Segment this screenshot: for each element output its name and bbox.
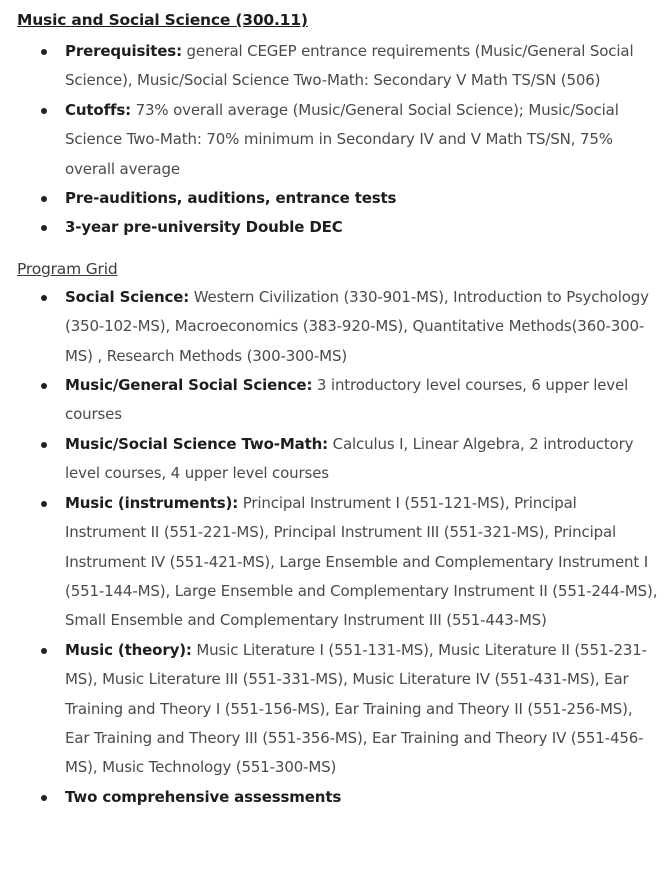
item-label: 3-year pre-university Double DEC	[65, 218, 343, 237]
list-item-music-instruments	[17, 489, 664, 636]
bullet-icon	[41, 49, 47, 55]
bullet-icon	[41, 442, 47, 448]
item-text: general CEGEP entrance requirements (Music/General Social Science), Music/Social Science Two-Math: Secondary V Math TS/SN (506)	[65, 42, 634, 90]
list-item-auditions	[17, 184, 664, 213]
item-label: Prerequisites:	[65, 42, 182, 60]
item-label: Music (instruments):	[65, 493, 239, 512]
item-text: 3 introductory level courses, 6 upper level courses	[65, 376, 629, 424]
item-label: Cutoffs:	[65, 100, 131, 119]
list-item-two-math	[17, 430, 664, 489]
item-label: Music (theory):	[65, 640, 192, 659]
list-item-assessments	[17, 783, 664, 812]
bullet-icon	[41, 648, 47, 654]
bullet-icon	[41, 383, 47, 389]
item-label: Music/Social Science Two-Math:	[65, 434, 329, 453]
item-label: Music/General Social Science:	[65, 376, 313, 395]
item-text: 73% overall average (Music/General Social Science); Music/Social Science Two-Math: 70% minimum in Secondary IV and V Math TS/SN, 75% overall average	[65, 100, 619, 178]
list-item-music-general	[17, 371, 664, 430]
program-heading: Music and Social Science (300.11)	[17, 11, 308, 29]
item-text: Principal Instrument I (551-121-MS), Principal Instrument II (551-221-MS), Principal Instrument III (551-321-MS), Principal Instrument IV (551-421-MS), Large Ensemble and Complementary Instrument I (551-144-MS), Large Ensemble and Complementary Instrument II (551-244-MS), Small Ensemble and Complementary Instrument III (551-443-MS)	[65, 493, 658, 630]
item-text: Western Civilization (330-901-MS), Introduction to Psychology (350-102-MS), Macroeconomics (383-920-MS), Quantitative Methods(360-300-MS) , Research Methods (300-300-MS)	[65, 287, 649, 365]
bullet-icon	[41, 795, 47, 801]
item-text: Music Literature I (551-131-MS), Music Literature II (551-231-MS), Music Literature III (551-331-MS), Music Literature IV (551-431-MS), Ear Training and Theory I (551-156-MS), Ear Training and Theory II (551-256-MS), Ear Training and Theory III (551-356-MS), Ear Training and Theory IV (551-456-MS), Music Technology (551-300-MS)	[65, 640, 647, 777]
list-item-music-theory	[17, 636, 664, 783]
item-label: Social Science:	[65, 287, 190, 306]
list-item-cutoffs	[17, 96, 664, 184]
bullet-icon	[41, 196, 47, 202]
bullet-icon	[41, 501, 47, 507]
item-label: Two comprehensive assessments	[65, 787, 342, 806]
program-grid-list	[17, 283, 664, 812]
program-grid-title: Program Grid	[17, 259, 118, 278]
bullet-icon	[41, 108, 47, 114]
list-item-social-science	[17, 283, 664, 371]
requirements-list	[17, 37, 664, 243]
item-text: Calculus I, Linear Algebra, 2 introductory level courses, 4 upper level courses	[65, 434, 634, 483]
bullet-icon	[41, 225, 47, 231]
list-item-double-dec	[17, 213, 664, 242]
list-item-prerequisites	[17, 37, 664, 96]
item-label: Pre-auditions, auditions, entrance tests	[65, 189, 397, 208]
bullet-icon	[41, 295, 47, 301]
